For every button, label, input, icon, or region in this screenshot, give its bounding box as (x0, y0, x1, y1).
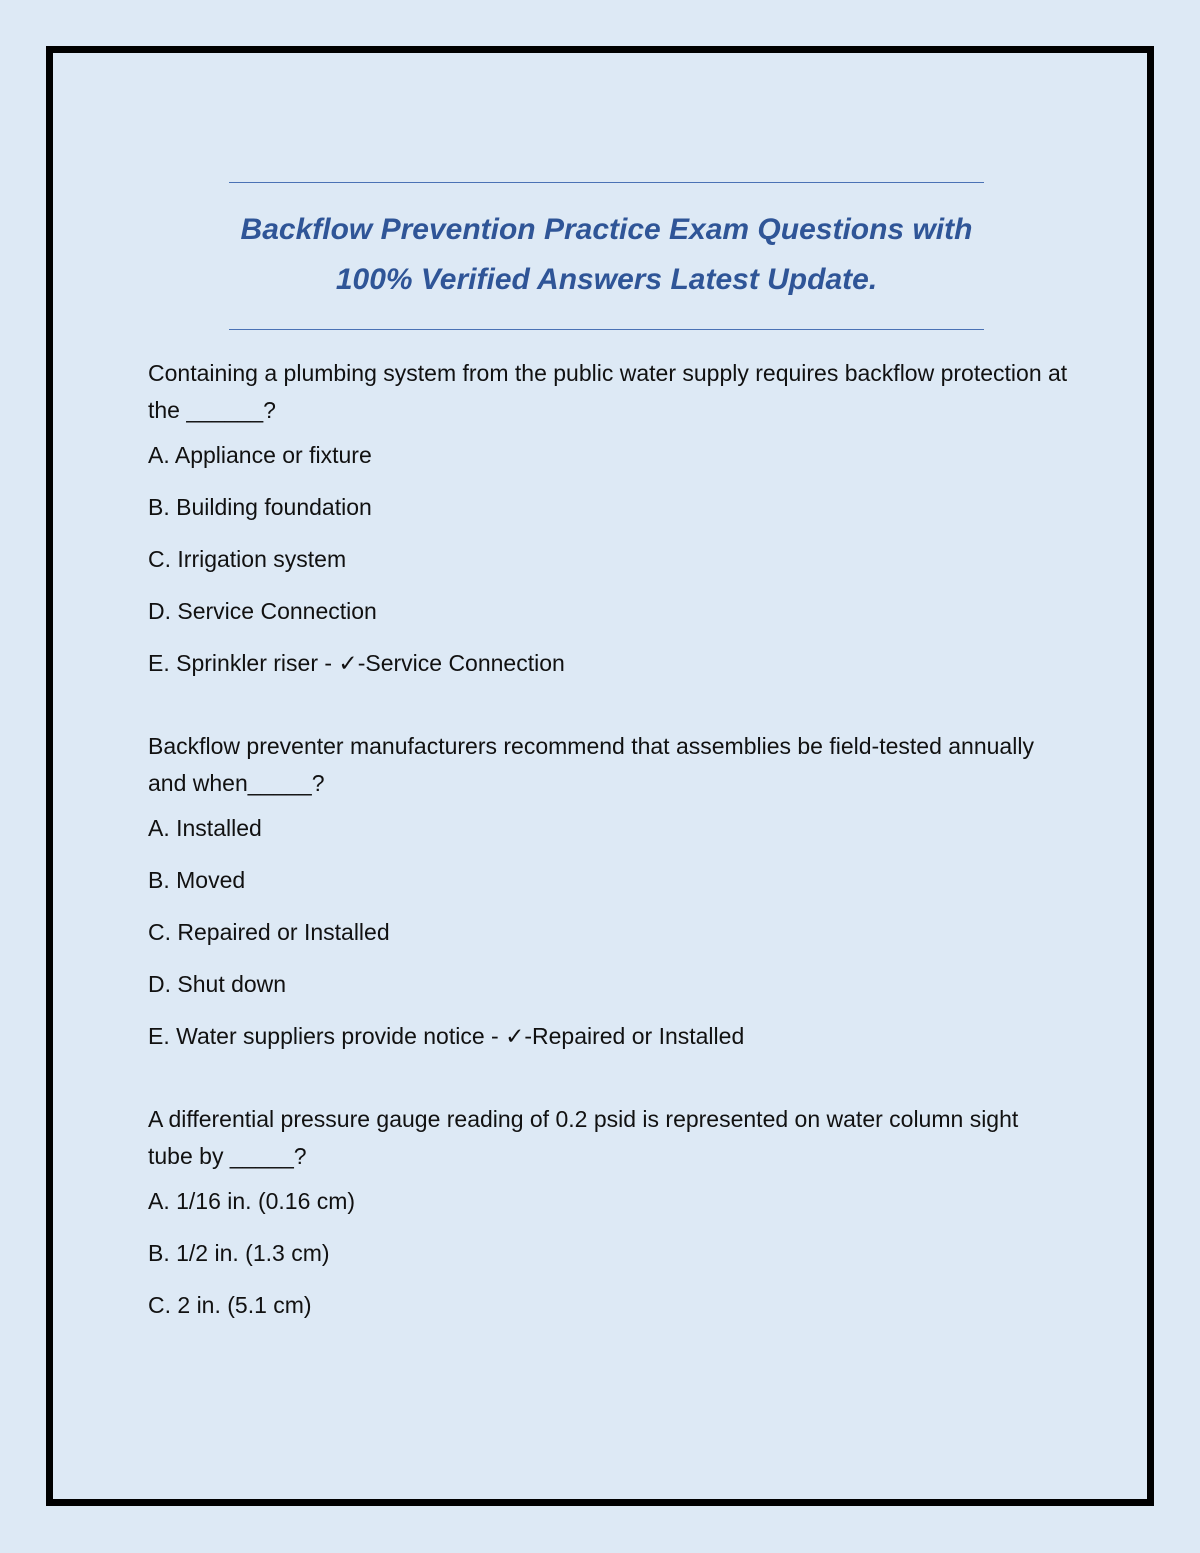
title-line-1: Backflow Prevention Practice Exam Questions with (240, 213, 973, 246)
document-title (229, 205, 984, 305)
option-a: A. Appliance or fixture (148, 442, 372, 468)
question-block-3 (148, 1101, 1068, 1318)
option-d: D. Service Connection (148, 598, 377, 624)
option-b: B. 1/2 in. (1.3 cm) (148, 1240, 330, 1266)
title-top-rule (229, 182, 984, 183)
question-text: Backflow preventer manufacturers recommend that assemblies be field-tested annually and when_____? (148, 733, 1034, 796)
title-block (229, 182, 984, 330)
option-c: C. Repaired or Installed (148, 919, 390, 945)
title-line-2: 100% Verified Answers Latest Update. (335, 263, 878, 296)
question-block-2 (148, 728, 1068, 1049)
option-a: A. Installed (148, 815, 262, 841)
option-c: C. Irrigation system (148, 546, 347, 572)
option-e-with-answer: E. Sprinkler riser - ✓-Service Connection (148, 650, 565, 676)
option-c: C. 2 in. (5.1 cm) (148, 1292, 312, 1318)
question-block-1 (148, 355, 1068, 676)
option-b: B. Building foundation (148, 494, 372, 520)
option-b: B. Moved (148, 867, 246, 893)
question-list (148, 355, 1068, 1370)
question-text: A differential pressure gauge reading of 0.2 psid is represented on water column sight tube by _____? (148, 1106, 1019, 1169)
title-bottom-rule (229, 329, 984, 330)
question-text: Containing a plumbing system from the public water supply requires backflow protection at the ______? (148, 360, 1068, 423)
page-frame (46, 46, 1154, 1506)
option-a: A. 1/16 in. (0.16 cm) (148, 1188, 356, 1214)
option-d: D. Shut down (148, 971, 287, 997)
option-e-with-answer: E. Water suppliers provide notice - ✓-Repaired or Installed (148, 1023, 745, 1049)
